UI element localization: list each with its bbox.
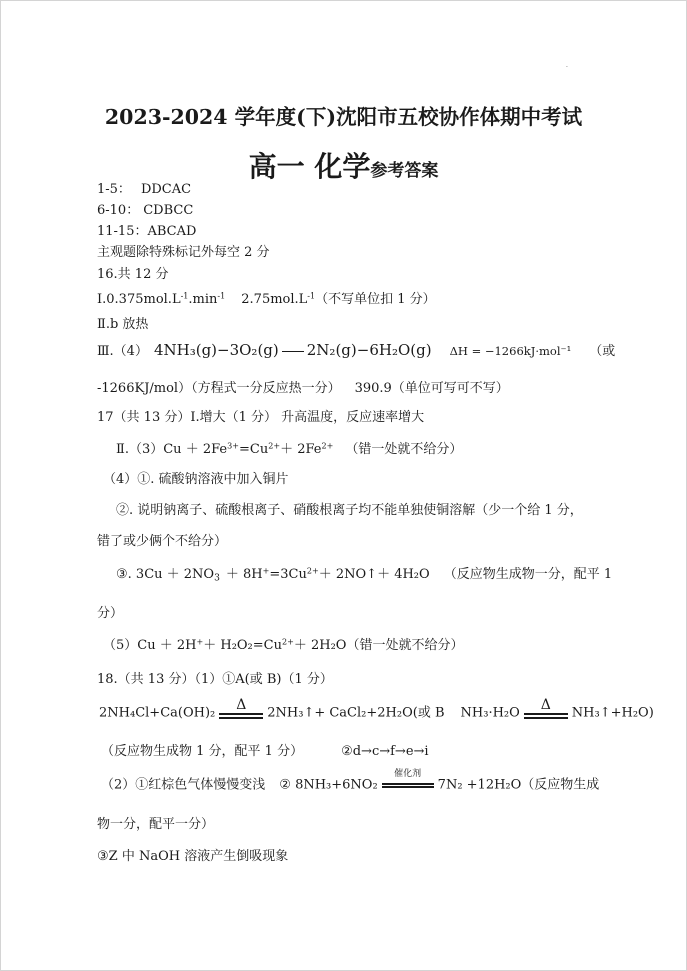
q17-4-1: （4）①. 硫酸钠溶液中加入铜片 — [103, 472, 289, 487]
grade-subject: 高一 化学 — [248, 150, 371, 183]
q17-5: $(5)Cu + 2H^++ H_2O_2=Cu^{2+}+ 2H_2O$（错一处就不给分） — [103, 637, 464, 653]
q17-4-3: ③. $3Cu + 2NO_3 + 8H^+=3Cu^{2+}+$ 2NO↑＋ 4H₂O （反应物生成物一分，配平 1 — [116, 566, 613, 584]
q18-2: （2）①红棕色气体慢慢变浅 ② 8NH₃+6NO₂ 催化剂 7N₂ +12H₂O（反应物生成 — [101, 772, 599, 798]
q16-part-ii: Ⅱ.b 放热 — [97, 317, 149, 332]
q17-heading: 17（共 13 分）Ⅰ.增大（1 分） 升高温度，反应速率增大 — [97, 410, 425, 425]
q16-part-iii: Ⅲ.（4） 4NH₃(g)−3O₂(g) 2N₂(g)−6H₂O(g) ΔH = −1266kJ·mol⁻¹ （或 — [97, 341, 616, 359]
catalyst-condition: 催化剂 — [380, 772, 436, 798]
mc-row-3: 11-15：ABCAD — [97, 224, 197, 239]
q18-heading: 18.（共 13 分）（1）①A(或 B)（1 分） — [97, 672, 333, 687]
q16-part-iii-cont: -1266KJ/mol）（方程式一分反应热一分） 390.9（单位可写可不写） — [97, 381, 509, 396]
q18-2-cont: 物一分，配平一分） — [97, 817, 215, 832]
q18-1-scoring: （反应物生成物 1 分，配平 1 分） ②d→c→f→e→i — [101, 744, 429, 759]
answer-key-heading — [0, 145, 687, 185]
mc-row-2: 6-10： CDBCC — [97, 203, 194, 218]
thermo-equation-left: 4NH₃(g)−3O₂(g) — [153, 341, 279, 359]
mc-answers: CDBCC — [143, 203, 194, 218]
scan-dot: · — [566, 64, 568, 71]
exam-title: 2023-2024 学年度(下)沈阳市五校协作体期中考试 — [104, 105, 583, 129]
q17-4-3-cont: 分） — [97, 606, 124, 621]
q16-part-i: $Ⅰ.0.375mol.L^{-1}.\min^{-1}$ $2.75mol.L^{-1}$（不写单位扣 1 分） — [97, 291, 436, 307]
enthalpy-value: ΔH = −1266kJ·mol⁻¹ — [449, 344, 572, 358]
thermo-equation-right: 2N₂(g)−6H₂O(g) — [306, 341, 432, 359]
scoring-note: 主观题除特殊标记外每空 2 分 — [97, 245, 270, 260]
q18-equation-1: 2NH₄Cl+Ca(OH)₂ Δ 2NH₃↑+ CaCl₂+2H₂O(或 B NH₃·H₂O Δ NH₃↑+H₂O) — [99, 700, 654, 726]
mc-answers: ABCAD — [147, 224, 197, 239]
mc-row-1: 1-5： DDCAC — [97, 182, 192, 197]
equation-bar — [282, 351, 304, 353]
answer-key-label: 参考答案 — [370, 161, 439, 181]
q17-4-2: ②. 说明钠离子、硫酸根离子、硝酸根离子均不能单独使铜溶解（少一个给 1 分， — [116, 503, 583, 518]
q18-2-3: ③Z 中 NaOH 溶液产生倒吸现象 — [97, 849, 289, 864]
mc-answers: DDCAC — [140, 182, 192, 197]
heat-condition: Δ — [522, 700, 570, 726]
heat-condition: Δ — [217, 700, 265, 726]
q17-4-2-cont: 错了或少俩个不给分） — [97, 534, 228, 549]
q16-heading: 16.共 12 分 — [97, 267, 169, 282]
q17-ii-3: Ⅱ.（3）Cu ＋ $2Fe^{3+}=Cu^{2+}+ 2Fe^{2+}$ （错一处就不给分） — [116, 441, 463, 457]
